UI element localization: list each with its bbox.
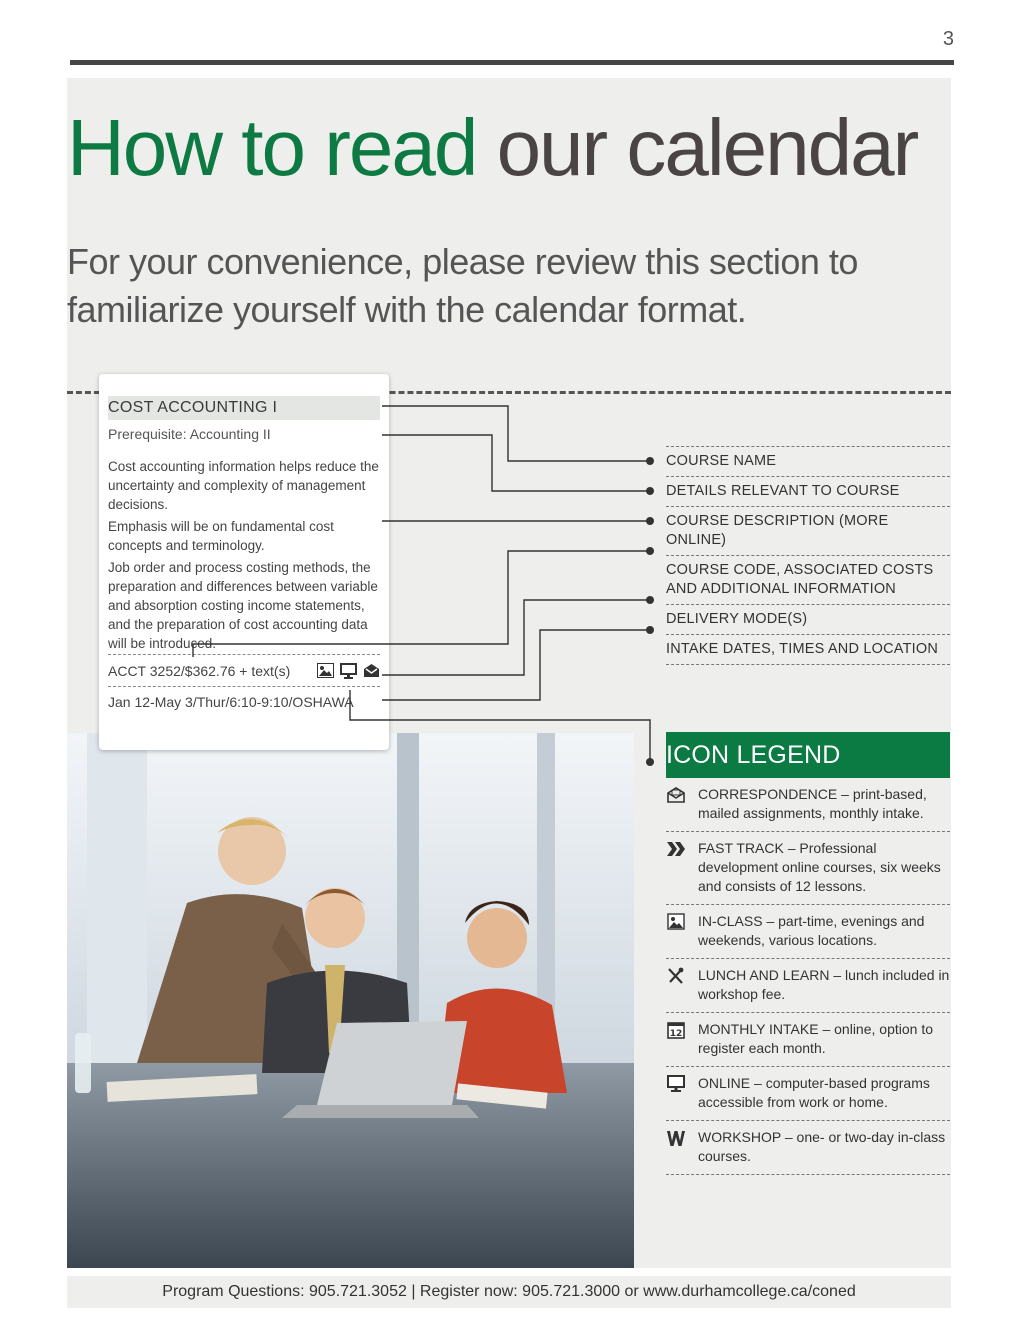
legend-desc: – part-time, evenings and weekends, various locations. [698, 913, 925, 948]
page-subtitle: For your convenience, please review this section to familiarize yourself with the calendar format. [67, 241, 858, 330]
fast-track-icon [666, 840, 686, 858]
workshop-icon [666, 1129, 686, 1147]
callout-description: COURSE DESCRIPTION (MORE ONLINE) [666, 507, 950, 556]
online-icon [666, 1075, 686, 1093]
in-class-icon [666, 913, 686, 931]
callout-course-name: COURSE NAME [666, 447, 950, 477]
legend-desc: – lunch included in workshop fee. [698, 967, 950, 1002]
legend-desc: – one- or two-day in-class courses. [698, 1129, 946, 1164]
legend-desc: – Professional development online courses, six weeks and consists of 12 lessons. [698, 840, 941, 894]
footer-contact: Program Questions: 905.721.3052 | Register now: 905.721.3000 or www.durhamcollege.ca/coned [67, 1276, 951, 1308]
page-title-rest: our calendar [496, 103, 918, 192]
monthly-intake-icon [666, 1021, 686, 1039]
legend-name: FAST TRACK [698, 840, 784, 856]
legend-name: WORKSHOP [698, 1129, 781, 1145]
legend-name: MONTHLY INTAKE [698, 1021, 819, 1037]
legend-item-in-class [666, 905, 950, 959]
page-number: 3 [942, 28, 954, 50]
legend-name: IN-CLASS [698, 913, 763, 929]
icon-legend-title [666, 732, 950, 778]
svg-text:12: 12 [669, 1029, 683, 1039]
legend-item-fast-track [666, 832, 950, 905]
callout-delivery-modes: DELIVERY MODE(S) [666, 605, 950, 635]
legend-desc: – online, option to register each month. [698, 1021, 933, 1056]
course-code-text: ACCT 3252/$362.76 + text(s) [108, 663, 291, 679]
course-description-paragraph: Cost accounting information helps reduce the uncertainty and complexity of management decisions. [108, 459, 379, 512]
callout-code-costs: COURSE CODE, ASSOCIATED COSTS AND ADDITIONAL INFORMATION [666, 556, 950, 605]
callout-intake-dates: INTAKE DATES, TIMES AND LOCATION [666, 635, 950, 665]
icon-legend [666, 732, 950, 1175]
lunch-and-learn-icon [666, 967, 686, 985]
legend-desc: – computer-based programs accessible from work or home. [698, 1075, 930, 1110]
callout-details: DETAILS RELEVANT TO COURSE [666, 477, 950, 507]
course-prerequisite: Prerequisite: Accounting II [108, 426, 271, 442]
course-name: COST ACCOUNTING I [108, 396, 380, 420]
legend-item-correspondence [666, 778, 950, 832]
correspondence-icon [666, 786, 686, 804]
page-title-highlight: How to read [67, 103, 477, 192]
legend-name: CORRESPONDENCE [698, 786, 838, 802]
legend-desc: – print-based, mailed assignments, monthly intake. [698, 786, 927, 821]
callout-labels [666, 446, 950, 665]
course-dates: Jan 12-May 3/Thur/6:10-9:10/OSHAWA [108, 686, 380, 710]
legend-item-online [666, 1067, 950, 1121]
legend-item-monthly-intake [666, 1013, 950, 1067]
course-description-paragraph: Job order and process costing methods, the preparation and differences between variable and absorption costing income statements, and the preparation of cost accounting data will be introduced. [108, 560, 378, 651]
course-description-paragraph: Emphasis will be on fundamental cost concepts and terminology. [108, 519, 334, 553]
legend-item-lunch-and-learn [666, 959, 950, 1013]
legend-name: LUNCH AND LEARN [698, 967, 830, 983]
icon-legend-title-text: ICON LEGEND [666, 741, 841, 769]
legend-name: ONLINE [698, 1075, 751, 1091]
legend-item-workshop [666, 1121, 950, 1175]
